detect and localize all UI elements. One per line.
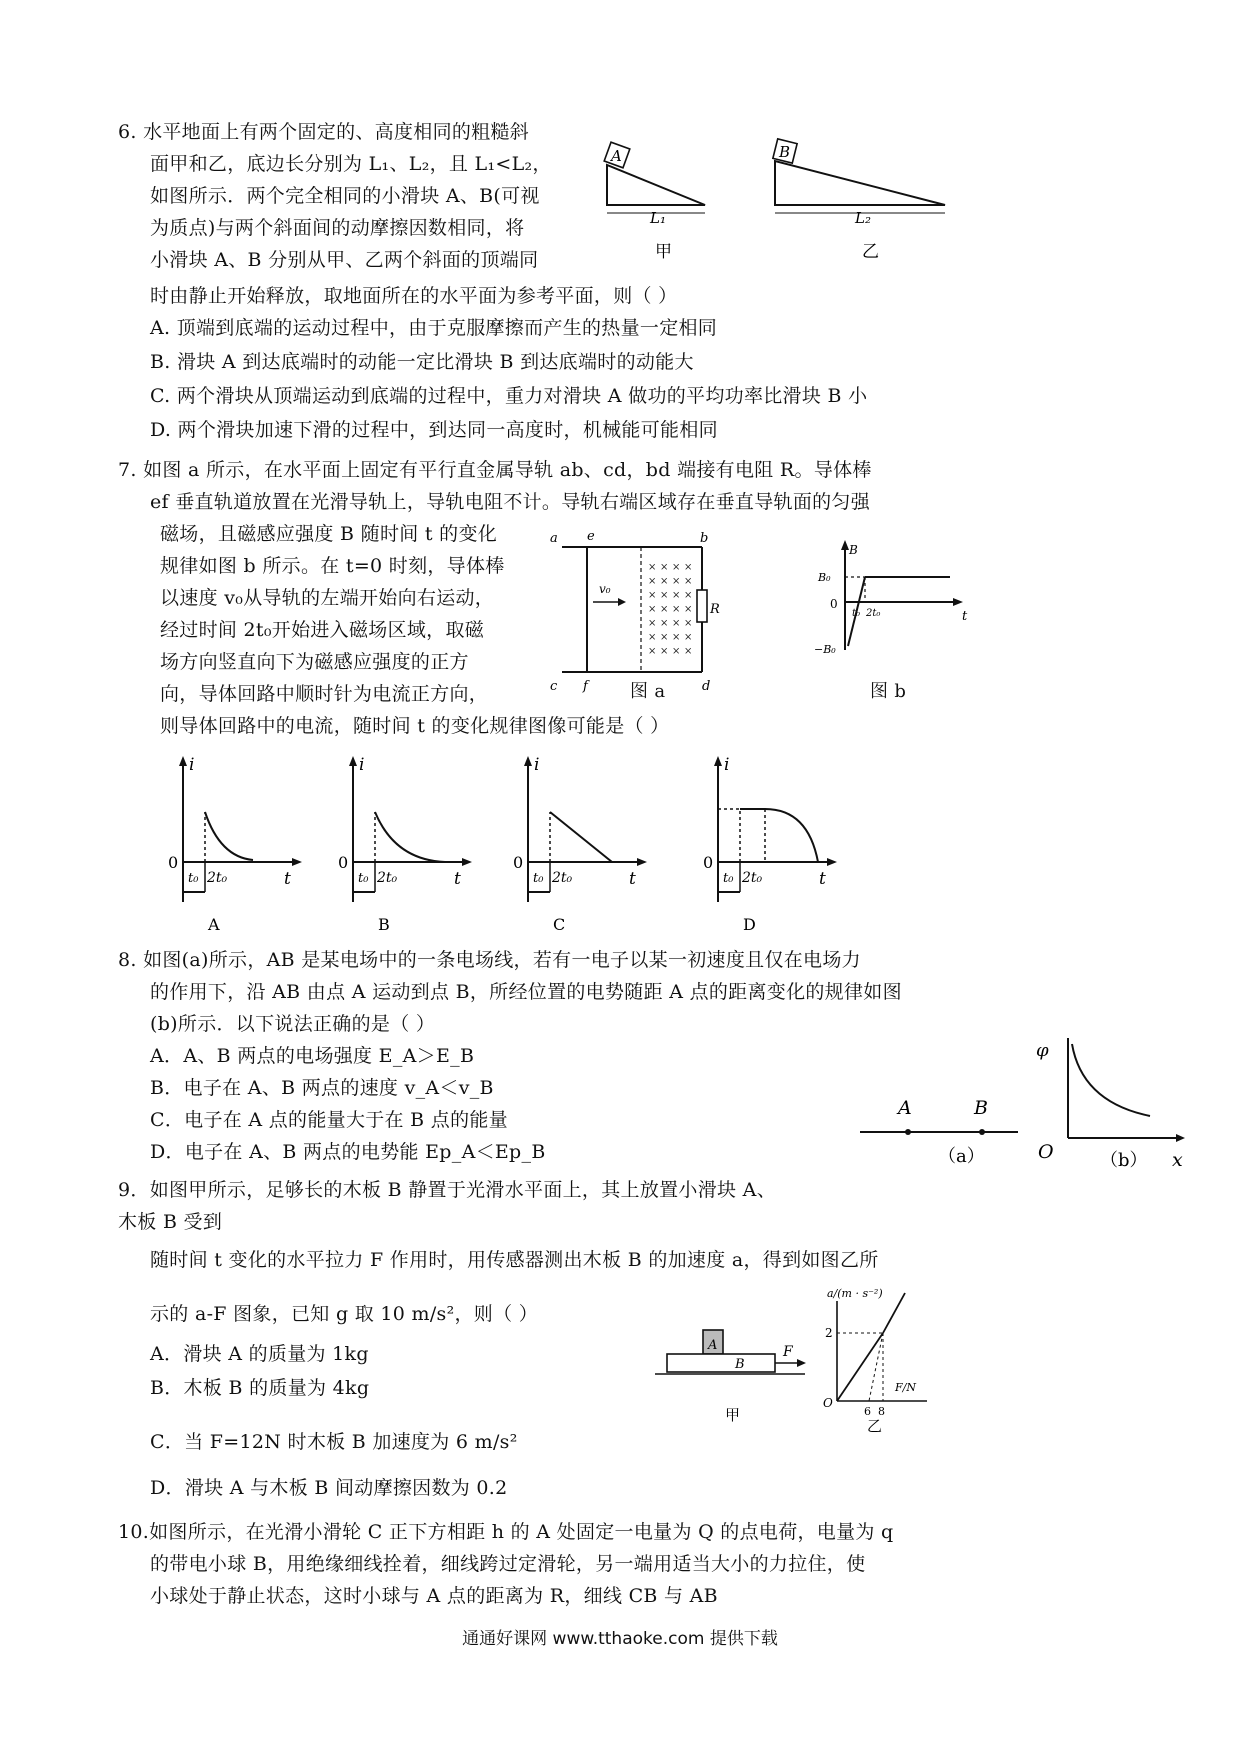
t0-tick: t₀ (188, 871, 199, 886)
2t0-tick: 2t₀ (552, 870, 573, 886)
q6-line-5: 小滑块 A、B 分别从甲、乙两个斜面的顶端同 (150, 249, 539, 271)
b0-label: B₀ (818, 571, 831, 584)
field-cross: × (660, 646, 669, 657)
field-cross: × (684, 604, 693, 615)
q8-option-b: B．电子在 A、B 两点的速度 v_A＜v_B (150, 1077, 494, 1099)
q6-option-b: B. 滑块 A 到达底端时的动能一定比滑块 B 到达底端时的动能大 (150, 351, 694, 373)
field-cross: × (648, 604, 657, 615)
field-cross: × (684, 618, 693, 629)
q6-option-d: D. 两个滑块加速下滑的过程中，到达同一高度时，机械能可能相同 (150, 419, 718, 441)
origin-label: 0 (703, 853, 714, 872)
field-cross: × (672, 632, 681, 643)
i-label: i (189, 755, 195, 775)
origin-label: 0 (168, 853, 179, 872)
caption-yi: 乙 (867, 1417, 883, 1435)
field-cross: × (660, 632, 669, 643)
q7-figure-a (550, 530, 730, 705)
caption-yi: 乙 (862, 242, 879, 262)
figure-b-caption: （b） (1100, 1150, 1148, 1171)
q6-option-c: C. 两个滑块从顶端运动到底端的过程中，重力对滑块 A 做功的平均功率比滑块 B 小 (150, 385, 868, 407)
q8-line-1: 8. 如图(a)所示，AB 是某电场中的一条电场线，若有一电子以某一初速度且仅在电场力 (118, 949, 861, 971)
q9-option-b: B．木板 B 的质量为 4kg (150, 1377, 370, 1399)
label-b: b (700, 531, 709, 546)
t0-tick: t₀ (358, 871, 369, 886)
origin-label: 0 (513, 853, 524, 872)
b-axis-label: B (849, 543, 858, 557)
field-cross: × (648, 646, 657, 657)
t0-tick: t₀ (533, 871, 544, 886)
2t0-tick: 2t₀ (207, 870, 228, 886)
q7-line-5: 以速度 v₀从导轨的左端开始向右运动， (160, 587, 495, 609)
graph-caption: C (553, 915, 566, 932)
q6-line-3: 如图所示．两个完全相同的小滑块 A、B(可视 (150, 185, 540, 207)
t-axis-arrow (953, 598, 963, 606)
q9-option-a: A．滑块 A 的质量为 1kg (150, 1343, 369, 1365)
t0-tick: t₀ (852, 608, 861, 619)
t-label: t (629, 869, 636, 889)
q8-line-2: 的作用下，沿 AB 由点 A 运动到点 B，所经位置的电势随距 A 点的距离变化的规律如图 (150, 981, 902, 1003)
q7-line-9: 则导体回路中的电流，随时间 t 的变化规律图像可能是（ ） (160, 715, 670, 737)
t-label: t (454, 869, 461, 889)
line-segment-2 (883, 1293, 905, 1333)
board-b (667, 1354, 775, 1372)
field-cross: × (672, 562, 681, 573)
q10-line-2: 的带电小球 B，用绝缘细线拴着，细线跨过定滑轮，另一端用适当大小的力拉住，使 (150, 1553, 866, 1575)
label-d: d (702, 679, 711, 694)
t-axis-arrow (827, 858, 837, 866)
origin-label: O (823, 1396, 833, 1410)
x-axis-arrow (1176, 1134, 1185, 1142)
t-label: t (819, 869, 826, 889)
field-cross: × (648, 590, 657, 601)
field-cross: × (660, 576, 669, 587)
field-cross: × (648, 632, 657, 643)
origin-label: 0 (830, 597, 838, 611)
field-cross: × (684, 562, 693, 573)
q7-line-3: 磁场，且磁感应强度 B 随时间 t 的变化 (160, 523, 498, 545)
graph-caption: D (743, 915, 756, 932)
point-a-label: A (898, 1097, 912, 1119)
q6-line-6: 时由静止开始释放，取地面所在的水平面为参考平面，则（ ） (150, 285, 678, 307)
label-a: a (550, 531, 558, 546)
b-axis-arrow (841, 540, 849, 550)
tick-8: 8 (878, 1405, 885, 1418)
resistor (697, 590, 707, 622)
figure-a-caption: （a） (938, 1146, 985, 1167)
i-axis-arrow (714, 756, 722, 766)
page-footer: 通通好课网 www.tthaoke.com 提供下载 (462, 1629, 778, 1649)
q8-line-3: (b)所示．以下说法正确的是（ ） (150, 1013, 436, 1035)
t0-tick: t₀ (723, 871, 734, 886)
l1-label: L₁ (650, 209, 666, 227)
field-cross: × (684, 576, 693, 587)
origin-label: 0 (338, 853, 349, 872)
q7-line-6: 经过时间 2t₀开始进入磁场区域，取磁 (160, 619, 485, 641)
block-a-label: A (611, 147, 622, 165)
field-cross: × (684, 646, 693, 657)
field-cross: × (672, 576, 681, 587)
q6-line-1: 6. 水平地面上有两个固定的、高度相同的粗糙斜 (118, 121, 530, 143)
q10-line-3: 小球处于静止状态，这时小球与 A 点的距离为 R，细线 CB 与 AB (150, 1585, 718, 1607)
force-arrowhead (797, 1359, 806, 1367)
q7-line-7: 场方向竖直向下为磁感应强度的正方 (160, 651, 469, 673)
field-cross: × (672, 618, 681, 629)
q6-line-2: 面甲和乙，底边长分别为 L₁、L₂，且 L₁<L₂， (150, 153, 552, 175)
figure-b-caption: 图 b (870, 681, 907, 702)
2t0-tick: 2t₀ (377, 870, 398, 886)
velocity-arrowhead (618, 598, 626, 606)
graph-caption: B (378, 915, 390, 932)
q6-incline-figure (600, 135, 960, 265)
field-cross: × (648, 576, 657, 587)
q7-figure-b (810, 540, 980, 665)
answer-graph-d (540, 752, 840, 932)
caption-jia: 甲 (655, 242, 672, 262)
field-crosses (648, 562, 692, 657)
q10-line-1: 10.如图所示，在光滑小滑轮 C 正下方相距 h 的 A 处固定一电量为 Q 的点电荷，电量为 q (118, 1521, 894, 1543)
figure-a-caption: 图 a (630, 681, 666, 702)
tick-6: 6 (864, 1405, 871, 1418)
q8-option-c: C．电子在 A 点的能量大于在 B 点的能量 (150, 1109, 508, 1131)
i-axis-arrow (524, 756, 532, 766)
field-cross: × (648, 618, 657, 629)
graph-caption: A (208, 915, 220, 932)
i-label: i (534, 755, 540, 775)
incline-yi (775, 161, 945, 205)
field-cross: × (684, 632, 693, 643)
q6-option-a: A. 顶端到底端的运动过程中，由于克服摩擦而产生的热量一定相同 (150, 317, 718, 339)
field-cross: × (660, 590, 669, 601)
q6-line-4: 为质点)与两个斜面间的动摩擦因数相同，将 (150, 217, 525, 239)
label-r: R (710, 602, 720, 617)
q9-option-c: C．当 F=12N 时木板 B 加速度为 6 m/s² (150, 1431, 518, 1453)
field-cross: × (672, 646, 681, 657)
q9-line-4: 示的 a-F 图象，已知 g 取 10 m/s²，则（ ） (150, 1303, 539, 1325)
q8-option-d: D．电子在 A、B 两点的电势能 Ep_A＜Ep_B (150, 1141, 546, 1163)
q9-line-2: 木板 B 受到 (118, 1211, 223, 1233)
q9-line-3: 随时间 t 变化的水平拉力 F 作用时，用传感器测出木板 B 的加速度 a，得到如图乙所 (150, 1249, 879, 1271)
field-cross: × (660, 604, 669, 615)
l2-label: L₂ (855, 209, 871, 227)
tick-2: 2 (825, 1326, 833, 1340)
t-axis-label: t (962, 609, 968, 624)
q7-line-2: ef 垂直轨道放置在光滑导轨上，导轨电阻不计。导轨右端区域存在垂直导轨面的匀强 (150, 491, 871, 513)
q8-figure (860, 1030, 1190, 1180)
q8-option-a: A．A、B 两点的电场强度 E_A＞E_B (150, 1045, 475, 1067)
point-a (905, 1129, 911, 1135)
neg-b0-label: −B₀ (814, 643, 836, 656)
q7-line-4: 规律如图 b 所示。在 t=0 时刻，导体棒 (160, 555, 505, 577)
q7-line-8: 向，导体回路中顺时针为电流正方向， (160, 683, 489, 705)
q9-figure-jia (655, 1320, 815, 1430)
caption-jia: 甲 (725, 1406, 741, 1424)
i-label: i (724, 755, 730, 775)
field-cross: × (660, 618, 669, 629)
field-cross: × (648, 562, 657, 573)
line-segment-1 (837, 1333, 883, 1401)
block-b-label: B (779, 143, 791, 161)
2t0-tick: 2t₀ (742, 870, 763, 886)
q7-line-1: 7. 如图 a 所示，在水平面上固定有平行直金属导轨 ab、cd，bd 端接有电阻 R。导体棒 (118, 459, 872, 481)
current-curve (740, 809, 818, 862)
2t0-tick: 2t₀ (866, 608, 881, 619)
t-label: t (284, 869, 291, 889)
label-c: c (550, 679, 558, 694)
force-label: F (783, 1344, 793, 1360)
q9-option-d: D．滑块 A 与木板 B 间动摩擦因数为 0.2 (150, 1477, 508, 1499)
board-b-label: B (735, 1357, 745, 1372)
q9-line-1: 9．如图甲所示，足够长的木板 B 静置于光滑水平面上，其上放置小滑块 A、 (118, 1179, 776, 1201)
label-f: f (583, 679, 588, 694)
block-a-label: A (708, 1338, 718, 1353)
i-label: i (359, 755, 365, 775)
point-b-label: B (974, 1097, 988, 1119)
origin-label: O (1038, 1141, 1054, 1163)
phi-curve (1072, 1044, 1150, 1116)
field-cross: × (672, 604, 681, 615)
field-cross: × (672, 590, 681, 601)
y-axis-label: a/(m · s⁻²) (827, 1287, 883, 1300)
field-cross: × (684, 590, 693, 601)
x-label: x (1172, 1149, 1183, 1171)
velocity-label: v₀ (599, 582, 611, 596)
point-b (979, 1129, 985, 1135)
q9-chart-yi (815, 1285, 940, 1435)
label-e: e (587, 530, 595, 544)
x-axis-label: F/N (895, 1381, 916, 1394)
phi-label: φ (1036, 1040, 1049, 1061)
incline-jia (607, 165, 705, 205)
field-cross: × (660, 562, 669, 573)
